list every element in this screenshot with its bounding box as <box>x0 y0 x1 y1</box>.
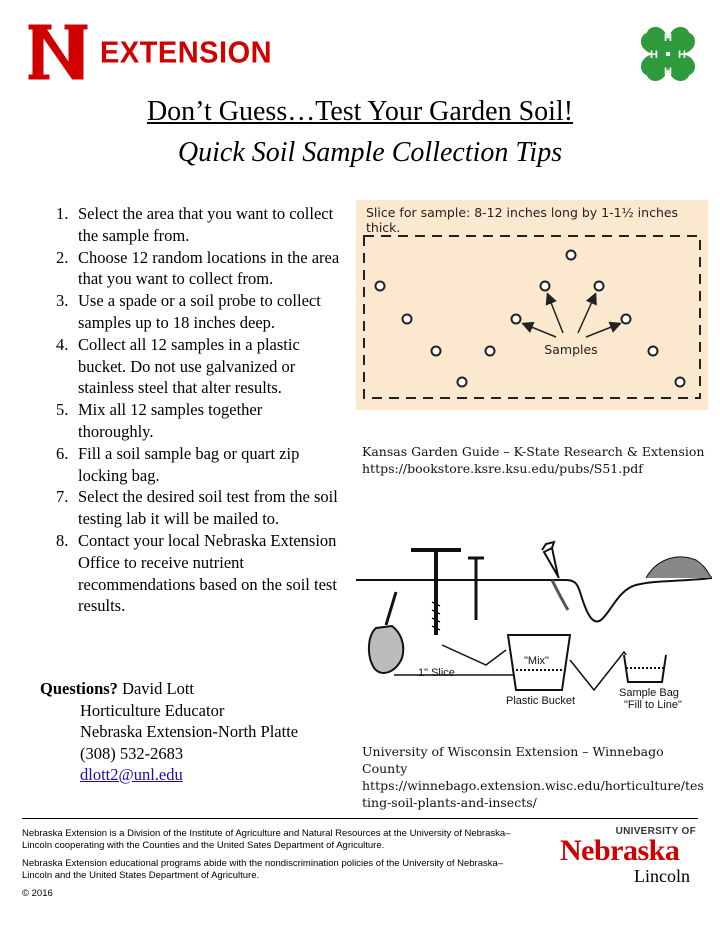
svg-text:H: H <box>664 66 672 78</box>
nebraska-n-logo <box>22 16 94 88</box>
credit-source: Kansas Garden Guide – K-State Research & Extension <box>362 444 705 459</box>
four-h-clover-icon <box>634 20 702 88</box>
sample-point <box>486 347 495 356</box>
sample-point <box>512 315 521 324</box>
sample-point <box>403 315 412 324</box>
sample-point <box>622 315 631 324</box>
sample-point <box>595 282 604 291</box>
sample-point <box>567 251 576 260</box>
contact-email-link[interactable]: dlott2@unl.edu <box>80 765 183 784</box>
bucket-label: Plastic Bucket <box>506 695 576 707</box>
ground-line <box>356 578 712 622</box>
footer-divider <box>22 818 698 819</box>
credit-wisconsin <box>362 743 712 811</box>
contact-name: David Lott <box>122 679 195 698</box>
sample-point <box>458 378 467 387</box>
list-item: 5. Mix all 12 samples together thoroughly. <box>56 400 263 441</box>
svg-text:H: H <box>664 32 672 44</box>
svg-text:H: H <box>678 49 686 61</box>
list-item: 3. Use a spade or a soil probe to collect samples up to 18 inches deep. <box>56 291 321 332</box>
sample-point <box>676 378 685 387</box>
sample-point <box>541 282 550 291</box>
footer-text <box>22 828 522 906</box>
sample-point <box>649 347 658 356</box>
credit-source: University of Wisconsin Extension – Winnebago County <box>362 744 664 776</box>
list-item: 6. Fill a soil sample bag or quart zip locking bag. <box>56 443 300 485</box>
page-title: Don’t Guess…Test Your Garden Soil! <box>146 96 574 127</box>
list-item: 2. Choose 12 random locations in the area that you want to collect from. <box>56 247 340 289</box>
contact-role: Horticulture Educator <box>80 700 225 720</box>
credit-kansas <box>362 443 712 477</box>
unl-logo: UNIVERSITY OF Nebraska Lincoln <box>560 826 696 886</box>
steps-list <box>40 203 340 617</box>
mix-label: "Mix" <box>524 655 549 667</box>
list-item: 7. Select the desired soil test from the soil testing lab it will be mailed to. <box>56 487 338 529</box>
contact-block <box>40 678 360 786</box>
sample-point <box>376 282 385 291</box>
page-subtitle: Quick Soil Sample Collection Tips <box>177 137 563 168</box>
credit-url-cont: ting-soil-plants-and-insects/ <box>362 795 537 810</box>
list-item: 8. Contact your local Nebraska Extension Office to receive nutrient recommendations based on the soil test results. <box>56 530 337 616</box>
credit-url: https://winnebago.extension.wisc.edu/horticulture/tes <box>362 778 704 793</box>
samples-label: Samples <box>544 342 598 357</box>
bag-label: Sample Bag <box>619 687 679 699</box>
contact-office: Nebraska Extension-North Platte <box>80 722 299 741</box>
questions-label: Questions? <box>40 679 118 698</box>
footer-statement: Nebraska Extension is a Division of the Institute of Agriculture and Natural Resources at the University of Nebraska–Lincoln cooperating with the Counties and the United Sates Department of Agriculture. <box>22 828 511 851</box>
slice-diagram <box>356 200 708 410</box>
footer-copyright: © 2016 <box>22 888 53 899</box>
contact-phone: (308) 532-2683 <box>80 743 184 763</box>
footer-nondiscrimination: Nebraska Extension educational programs abide with the nondiscrimination policies of the University of Nebraska–Lincoln and the United States Department of Agriculture. <box>22 858 504 881</box>
svg-text:H: H <box>650 49 658 61</box>
sample-arrows <box>524 295 619 337</box>
field-boundary <box>364 236 700 398</box>
sample-point <box>432 347 441 356</box>
slice-label: 1" Slice <box>418 667 455 679</box>
credit-url: https://bookstore.ksre.ksu.edu/pubs/S51.pdf <box>362 461 643 476</box>
list-item: 1. Select the area that you want to collect the sample from. <box>56 204 334 245</box>
extension-wordmark: EXTENSION <box>100 36 273 70</box>
slice-caption: Slice for sample: 8-12 inches long by 1-1½ inches thick. <box>366 205 679 235</box>
list-item: 4. Collect all 12 samples in a plastic bucket. Do not use galvanized or stainless steel that alter results. <box>56 334 300 398</box>
bag-fill-label: "Fill to Line" <box>624 699 682 711</box>
soil-tools-diagram <box>356 540 712 720</box>
